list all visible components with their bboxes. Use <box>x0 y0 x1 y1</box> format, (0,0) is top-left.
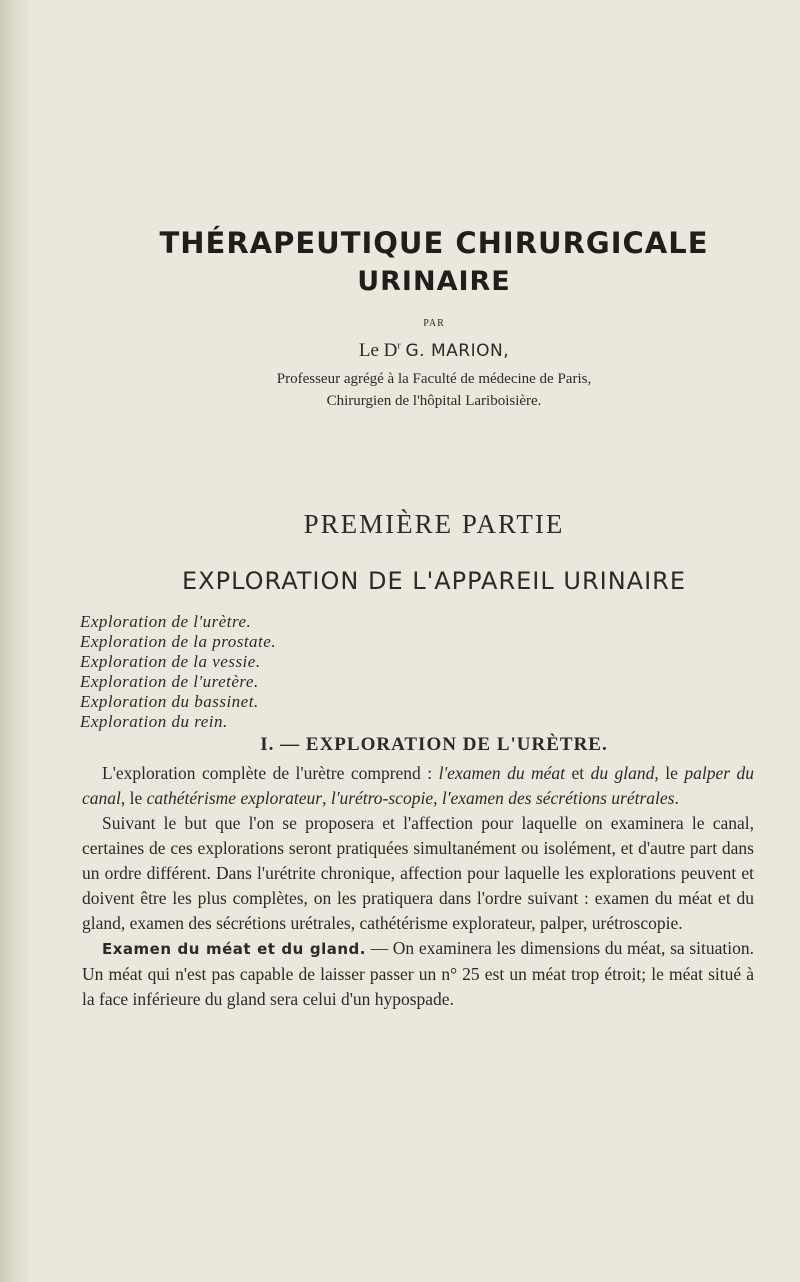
paragraph-2: Suivant le but que l'on se proposera et l'affection pour laquelle on examinera le canal, certaines de ces explorations seront pratiquées simultanément ou isolément, et d'autre part dans un ordre différent. Dans l'urétrite chronique, affection pour laquelle les explorations peuvent et doivent être les plus complètes, on les pratiquera dans l'ordre suivant : examen du méat et du gland, examen des sécrétions urétrales, cathétérisme explorateur, palper, urétroscopie. <box>82 813 754 933</box>
section-body <box>82 761 754 1012</box>
p1-italic: du gland <box>590 763 655 783</box>
p1-text: , <box>322 788 331 808</box>
p1-italic: palper du canal <box>82 763 754 808</box>
paragraph-1 <box>82 761 754 811</box>
part-title: EXPLORATION DE L'APPAREIL URINAIRE <box>182 567 686 595</box>
paragraph-3 <box>82 936 754 1012</box>
paragraph-3-text: — On examinera les dimensions du méat, sa situation. Un méat qui n'est pas capable de laisser passer un n° 25 est un méat trop étroit; le méat situé à la face inférieure du gland sera celui d'un hypospade. <box>82 938 754 1009</box>
section-title: I. — EXPLORATION DE L'URÈTRE. <box>260 734 608 755</box>
p1-text: . <box>674 788 679 808</box>
contents-item: Exploration du rein. <box>80 712 228 731</box>
author-prefix: Le D <box>358 340 398 361</box>
p1-text: , <box>433 788 442 808</box>
p1-text: et <box>565 763 591 783</box>
p1-text: , le <box>120 788 147 808</box>
run-in-heading: Examen du méat et du gland. <box>102 940 366 958</box>
contents-item: Exploration de l'uretère. <box>80 672 259 691</box>
p1-italic: l'urétro-scopie <box>330 788 434 808</box>
part-label: PREMIÈRE PARTIE <box>303 509 565 539</box>
p1-text: L'exploration complète de l'urètre comprend : <box>102 763 439 783</box>
by-label: PAR <box>423 318 445 329</box>
book-title-line2: URINAIRE <box>357 266 511 297</box>
affiliation-line2: Chirurgien de l'hôpital Lariboisière. <box>326 393 542 409</box>
author-line <box>118 340 750 362</box>
part-contents-list <box>80 612 276 732</box>
author-prefix-sup: r <box>397 340 401 352</box>
contents-item: Exploration du bassinet. <box>80 692 259 711</box>
contents-item: Exploration de la prostate. <box>80 632 277 651</box>
contents-item: Exploration de l'urètre. <box>80 612 252 631</box>
p1-italic: cathétérisme explorateur <box>146 788 323 808</box>
book-page <box>80 0 754 1282</box>
author-name: G. MARION, <box>405 341 510 361</box>
p1-text: , le <box>654 763 685 783</box>
p1-italic: l'examen du méat <box>438 763 566 783</box>
book-title-line1: THÉRAPEUTIQUE CHIRURGICALE <box>159 226 709 260</box>
p1-italic: l'examen des sécrétions urétrales <box>441 788 675 808</box>
page-binding-edge <box>0 0 28 1282</box>
contents-item: Exploration de la vessie. <box>80 652 261 671</box>
affiliation-line1: Professeur agrégé à la Faculté de médecine de Paris, <box>276 371 592 387</box>
